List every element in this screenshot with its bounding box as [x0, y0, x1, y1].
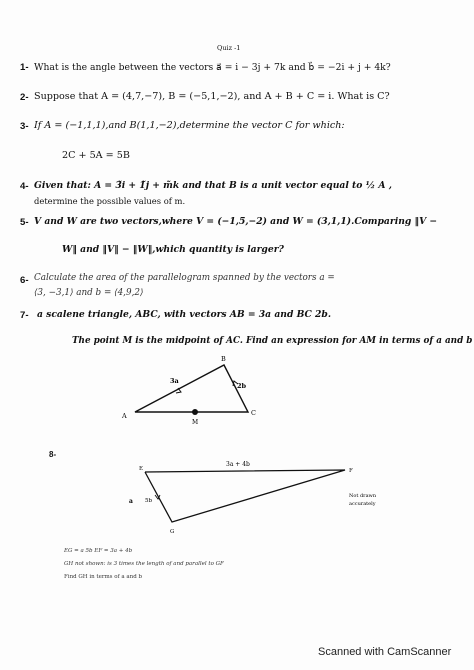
q7-label-a: A — [122, 412, 127, 420]
q6-line2: ⟨3, −3,1⟩ and b = ⟨4,9,2⟩ — [34, 288, 144, 298]
q8-note-line1: Not drawn — [349, 493, 377, 499]
q7-label-b: B — [221, 355, 226, 363]
quiz-title: Quiz -1 — [217, 44, 241, 52]
q8-label-a: a — [129, 498, 133, 505]
q8-number: 8- — [49, 450, 57, 459]
q1-number: 1- — [20, 62, 29, 73]
q7-label-m: M — [192, 419, 199, 426]
q7-label-3a: 3a — [170, 377, 179, 385]
q5-line2: W‖ and ‖V‖ − ‖W‖,which quantity is larger? — [62, 244, 284, 255]
q4-line2: determine the possible values of m. — [34, 196, 186, 206]
q5-line1: V and W are two vectors,where V = (−1,5,−2) and W = (3,1,1).Comparing ‖V − — [34, 216, 438, 227]
q8-label-ef: 3a + 4b — [226, 461, 250, 468]
q3-line1: If A = (−1,1,1),and B(1,1,−2),determine the vector C for which: — [34, 120, 345, 131]
q8-label-e: E — [139, 466, 144, 472]
q4-line1: Given that: A = 3̃i + 1̃j + m̃k and that B is a unit vector equal to ½ A , — [34, 180, 392, 191]
q8-note-line2: accurately — [349, 501, 376, 507]
q8-given-3: Find GH in terms of a and b — [64, 574, 142, 580]
q3-number: 3- — [20, 121, 29, 132]
q7-line2: The point M is the midpoint of AC. Find an expression for AM in terms of a and b — [72, 336, 473, 346]
q8-label-f: F — [349, 468, 353, 474]
q8-label-g: G — [170, 529, 175, 535]
q8-label-5b: 5b — [145, 498, 153, 504]
q2-number: 2- — [20, 92, 29, 103]
q5-number: 5- — [20, 217, 29, 228]
q1-text: What is the angle between the vectors a⃗ = i − 3j + 7k and b⃗ = −2i + j + 4k? — [34, 62, 391, 73]
q7-label-c: C — [251, 409, 256, 417]
q8-given-2: GH not shown: is 3 times the length of and parallel to GF — [64, 561, 224, 567]
q3-line2: 2C + 5A = 5B — [62, 150, 130, 161]
q8-triangle — [145, 470, 345, 522]
q7-line1: a scalene triangle, ABC, with vectors AB = 3a and BC 2b. — [37, 309, 332, 320]
q7-number: 7- — [20, 310, 29, 321]
camscanner-footer: Scanned with CamScanner — [318, 646, 452, 658]
q6-number: 6- — [20, 275, 29, 286]
q8-given-1: EG = a 5b EF = 3a + 4b — [64, 548, 133, 554]
q4-number: 4- — [20, 181, 29, 192]
q7-label-2b: 2b — [237, 382, 247, 390]
q2-text: Suppose that A = (4,7,−7), B = (−5,1,−2), and A + B + C = i. What is C? — [34, 91, 390, 102]
q6-line1: Calculate the area of the parallelogram spanned by the vectors a = — [34, 273, 335, 283]
